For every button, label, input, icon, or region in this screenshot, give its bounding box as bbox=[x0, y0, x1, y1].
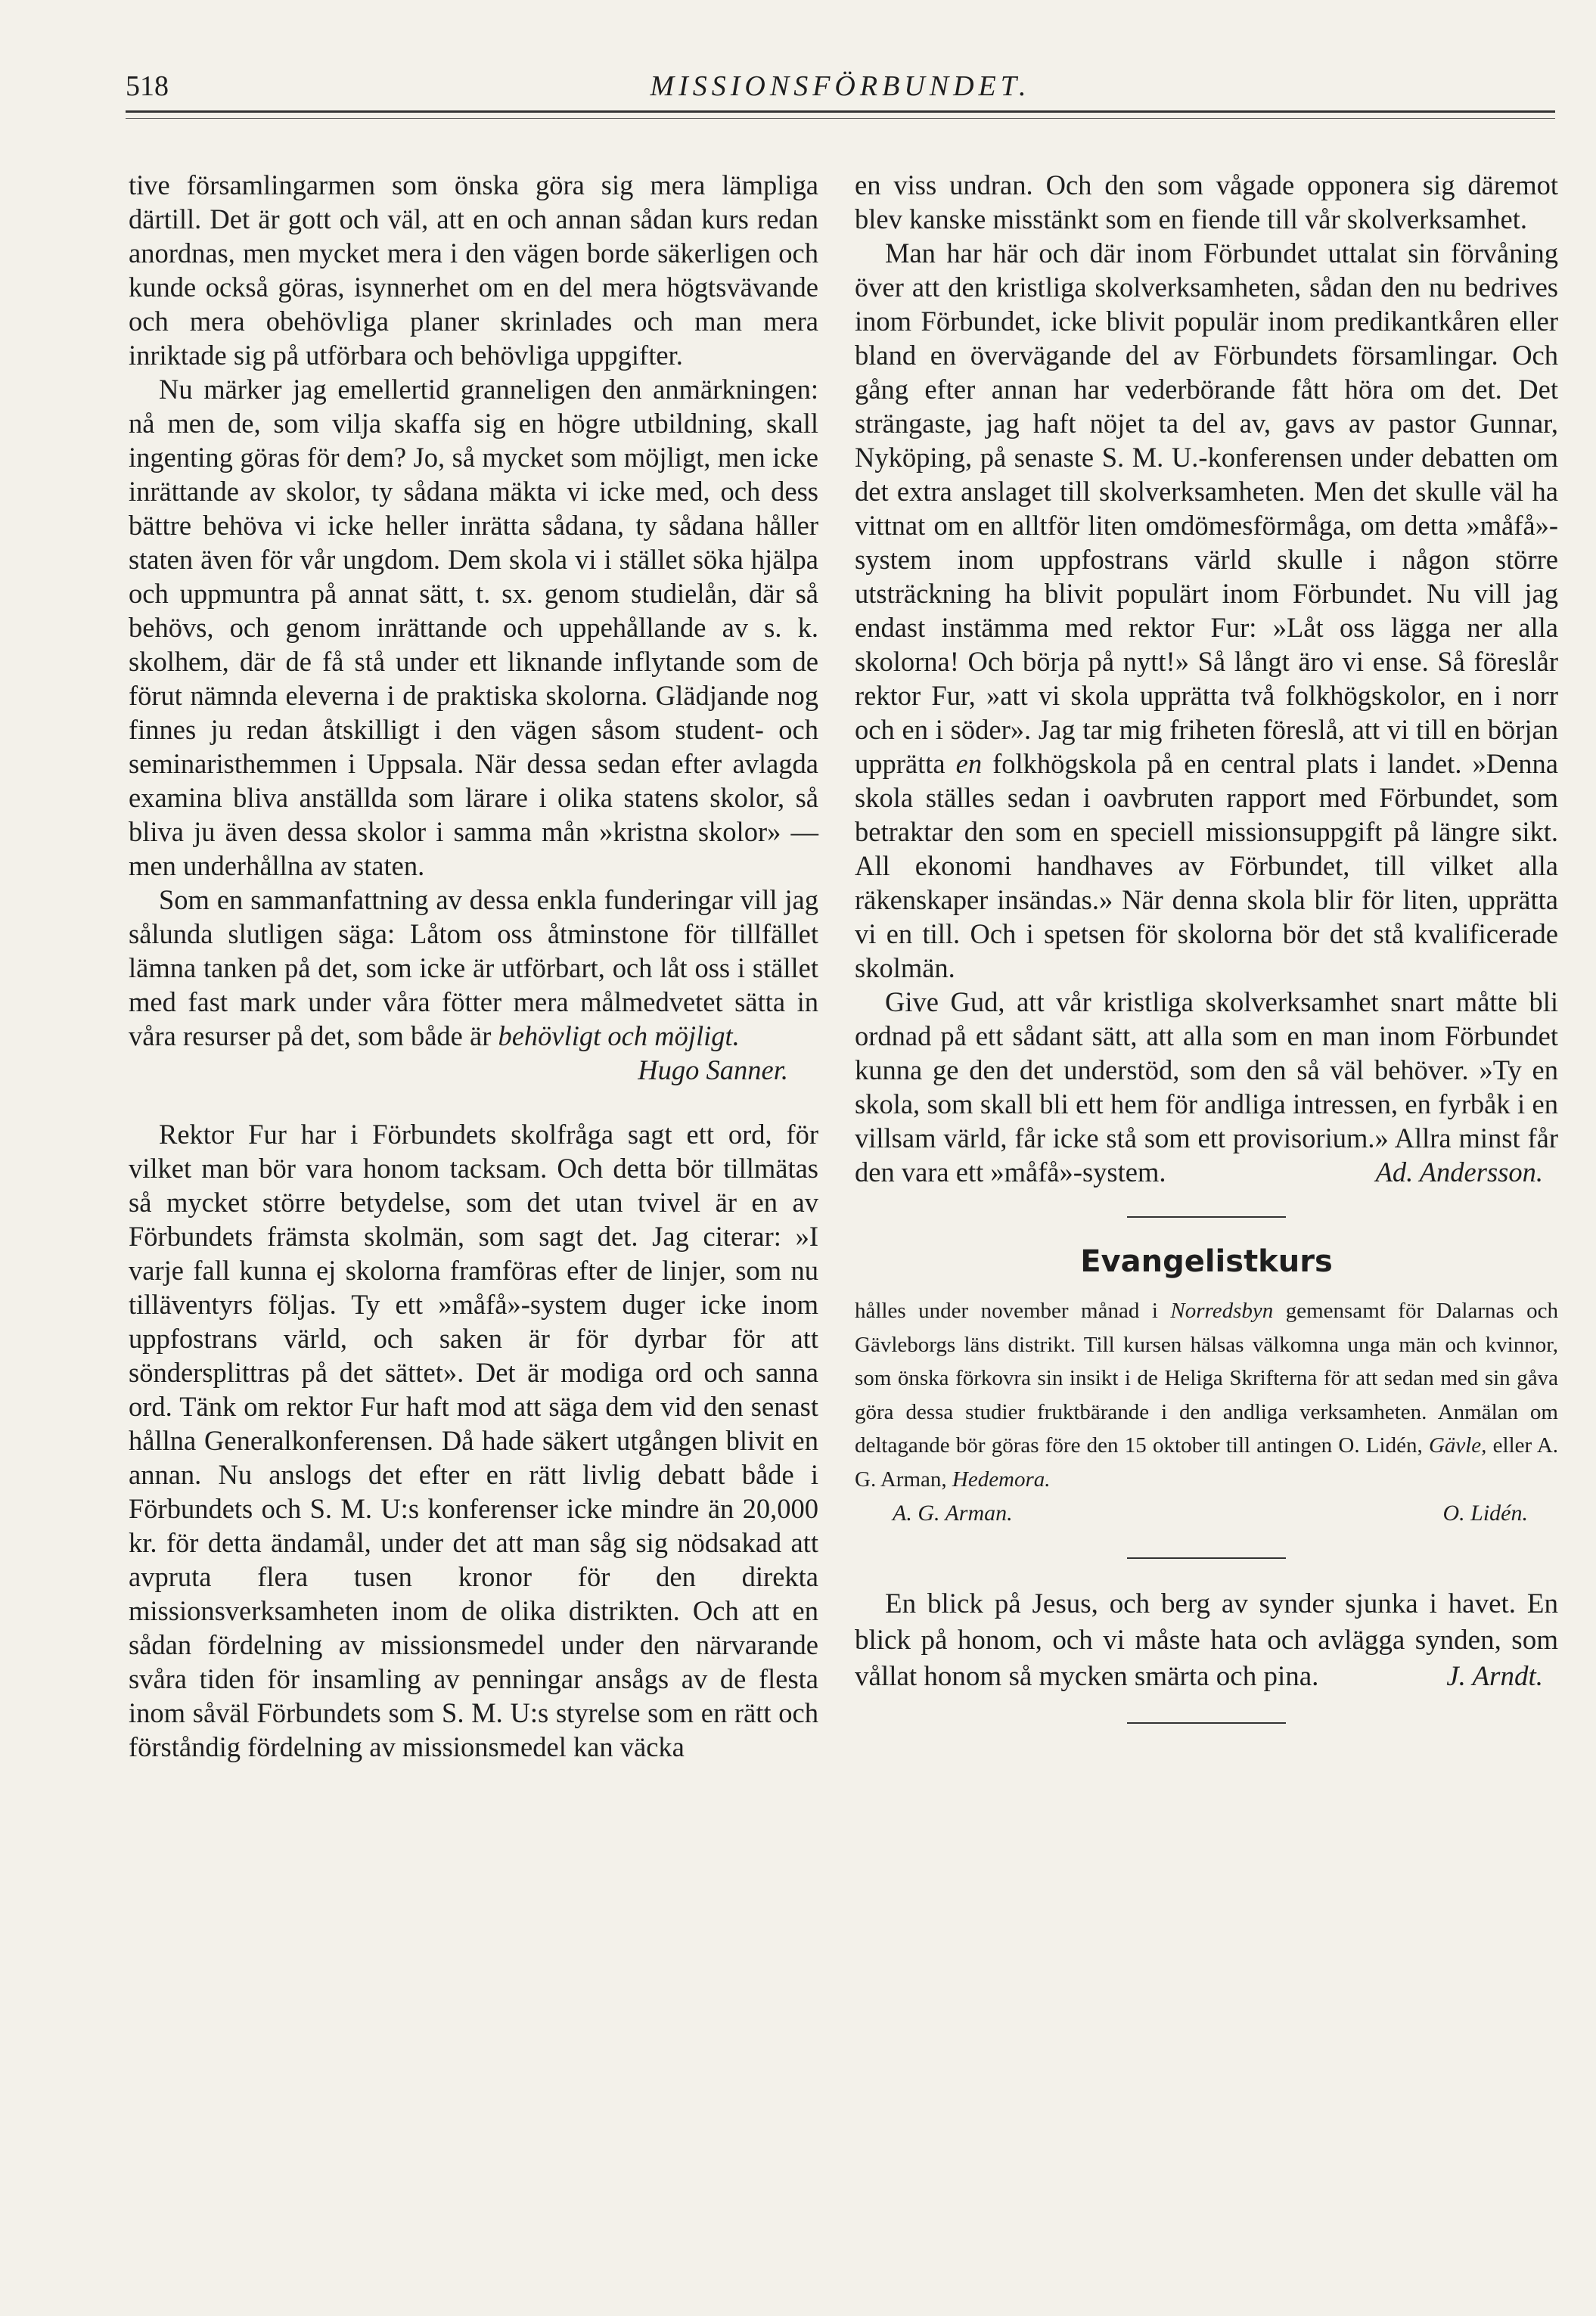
spacer bbox=[129, 1087, 818, 1117]
paragraph-text: Man har här och där inom Förbundet uttalat sin förvåning över att den kristliga skolverksamheten, sådan den nu bedrives inom Förbundet, icke blivit populär inom predikantkåren eller bland en övervägande del av Förbundets församlingar. Och gång efter annan har vederbörande fått höra om det. Det strängaste, jag haft nöjet ta del av, gavs av pastor Gunnar, Nyköping, på senaste S. M. U.-konferensen under debatten om det extra anslaget till skolverksamheten. Men det skulle väl ha vittnat om en alltför liten omdömesförmåga, om detta »måfå»-system inom uppfostrans värld skulle i någon större utsträckning ha blivit populärt inom Förbundet. Nu vill jag endast instämma med rektor Fur: »Låt oss lägga ner alla skolorna! Och börja på nytt!» Så långt äro vi ense. Så föreslår rektor Fur, »att vi skola upprätta två folkhögskolor, en i norr och en i söder». Jag tar mig friheten föreslå, att vi till en början upprätta bbox=[855, 237, 1558, 779]
header-rule-thin bbox=[126, 118, 1555, 119]
paragraph bbox=[855, 236, 1558, 985]
signature-liden: O. Lidén. bbox=[1442, 1501, 1528, 1526]
left-column bbox=[129, 168, 818, 1764]
signature-ad-andersson: Ad. Andersson. bbox=[1375, 1156, 1543, 1187]
running-title: MISSIONSFÖRBUNDET. bbox=[650, 70, 1031, 102]
paragraph: tive församlingarmen som önska göra sig mera lämpliga därtill. Det är gott och väl, att en och annan sådan kurs redan anordnas, men mycket mera i den vägen borde säkerligen och kunde också göras, isynnerhet om en del mera högtsvävande och mera obehövliga planer skrinlades och man mera inriktade sig på utförbara och behövliga uppgifter. bbox=[129, 169, 818, 371]
right-column bbox=[855, 168, 1558, 1751]
emphasis: behövligt och möjligt. bbox=[498, 1020, 740, 1051]
paragraph-text: Som en sammanfattning av dessa enkla funderingar vill jag sålunda slutligen säga: Låtom oss åtminstone för tillfället lämna tanken på det, som icke är utförbart, och låt oss i stället med fast mark under våra fötter mera målmedvetet sätta in våra resurser på det, som både är bbox=[129, 884, 818, 1051]
paragraph bbox=[855, 985, 1558, 1189]
paragraph bbox=[129, 883, 818, 1053]
paragraph: Rektor Fur har i Förbundets skolfråga sagt ett ord, för vilket man bör vara honom tacksam. Och detta bör tillmätas så mycket större betydelse, som det utan tvivel är en av Förbundets främsta skolmän, som sagt det. Jag citerar: »I varje fall kunna ej skolorna framföras efter de linjer, som nu tilläventyrs följas. Ty ett »måfå»-system duger icke inom uppfostrans värld, och saken är för dyrbar för att söndersplittras på det sättet». Det är modiga ord och sanna ord. Tänk om rektor Fur haft mod att säga dem vid den senast hållna Generalkonferensen. Då hade säkert utgången blivit en annan. Nu anslogs det efter en rätt livlig debatt både i Förbundets och S. M. U:s konferenser icke mindre än 20,000 kr. för detta ändamål, under det att man såg sig nödsakad att avpruta flera tusen kronor för den direkta missionsverksamheten inom de olika distrikten. Och att en sådan fördelning av missionsmedel under den närvarande svåra tiden för insamling av penningar ansågs av de flesta inom såväl Förbundets som S. M. U:s styrelse som en rätt och förståndig fördelning av missionsmedel kan väcka bbox=[129, 1119, 818, 1762]
emphasis: en bbox=[955, 748, 983, 779]
signature-arman: A. G. Arman. bbox=[893, 1501, 1013, 1526]
header-rule bbox=[126, 110, 1555, 113]
notice-text: hålles under november månad i Norredsbyn gemensamt för Dalarnas och Gävleborgs läns distrikt. Till kursen hälsas välkomna unga män och kvinnor, som önska förkovra sin insikt i de Heliga Skrifterna för att sedan med sin gåva göra dessa studier fruktbärande i den andliga verksamheten. Anmälan om deltagande bör göras före den 15 oktober till antingen O. Lidén, Gävle, eller A. G. Arman, Hedemora. bbox=[855, 1299, 1559, 1492]
signature-hugo-sanner: Hugo Sanner. bbox=[638, 1054, 788, 1085]
section-divider bbox=[1127, 1722, 1286, 1724]
paragraph: Nu märker jag emellertid granneligen den anmärkningen: nå men de, som vilja skaffa sig en högre utbildning, skall ingenting göras för dem? Jo, så mycket som möjligt, men icke inrättande av skolor, ty sådana mäkta vi icke med, och dess bättre behöva vi icke heller inrätta sådana, ty sådana håller staten även för vår ungdom. Dem skola vi i stället söka hjälpa och uppmuntra på annat sätt, t. sx. genom studielån, där så behövs, och genom inrättande och uppehållande av s. k. skolhem, där de få stå under ett liknande inflytande som de förut nämnda eleverna i de praktiska skolorna. Glädjande nog finnes ju redan åtskilligt i den vägen såsom student- och seminaristhemmen i Uppsala. När dessa sedan efter avlagda examina bliva anställda som lärare i olika statens skolor, så bliva ju även dessa skolor i samma mån »kristna skolor» — men underhållna av staten. bbox=[129, 374, 818, 881]
page-number: 518 bbox=[126, 70, 169, 102]
paragraph-text: Give Gud, att vår kristliga skolverksamhet snart måtte bli ordnad på ett sådant sätt, att alla som en man inom Förbundet kunna ge den det understöd, som den så väl behöver. »Ty en skola, som skall bli ett hem för andliga intressen, en fyrbåk i en villsam värld, får icke stå som ett provisorium.» Allra minst får den vara ett »måfå»-system. bbox=[855, 986, 1558, 1187]
section-divider bbox=[1127, 1557, 1286, 1559]
page-header bbox=[126, 70, 1555, 107]
notice-heading: Evangelistkurs bbox=[1080, 1244, 1333, 1279]
section-divider bbox=[1127, 1216, 1286, 1218]
quote-author: J. Arndt. bbox=[1446, 1661, 1543, 1692]
paragraph-text: folkhögskola på en central plats i landet. »Denna skola ställes sedan i oavbruten rapport med Förbundet, som betraktar den som en speciell missionsuppgift på längre sikt. All ekonomi handhaves av Förbundet, till vilket alla räkenskaper insändas.» När denna skola blir för liten, upprätta vi en till. Och i spetsen för skolorna bör det stå kvalificerade skolmän. bbox=[855, 748, 1558, 983]
closing-quote: En blick på Jesus, och berg av synder sjunka i havet. En blick på honom, och vi måste hata och avlägga synden, som vållat honom så mycken smärta och pina. J. Arndt. bbox=[855, 1586, 1558, 1695]
paragraph: en viss undran. Och den som vågade opponera sig däremot blev kanske misstänkt som en fiende till vår skolverksamhet. bbox=[855, 169, 1558, 234]
notice-body bbox=[855, 1294, 1558, 1496]
notice-signatures bbox=[855, 1496, 1558, 1530]
